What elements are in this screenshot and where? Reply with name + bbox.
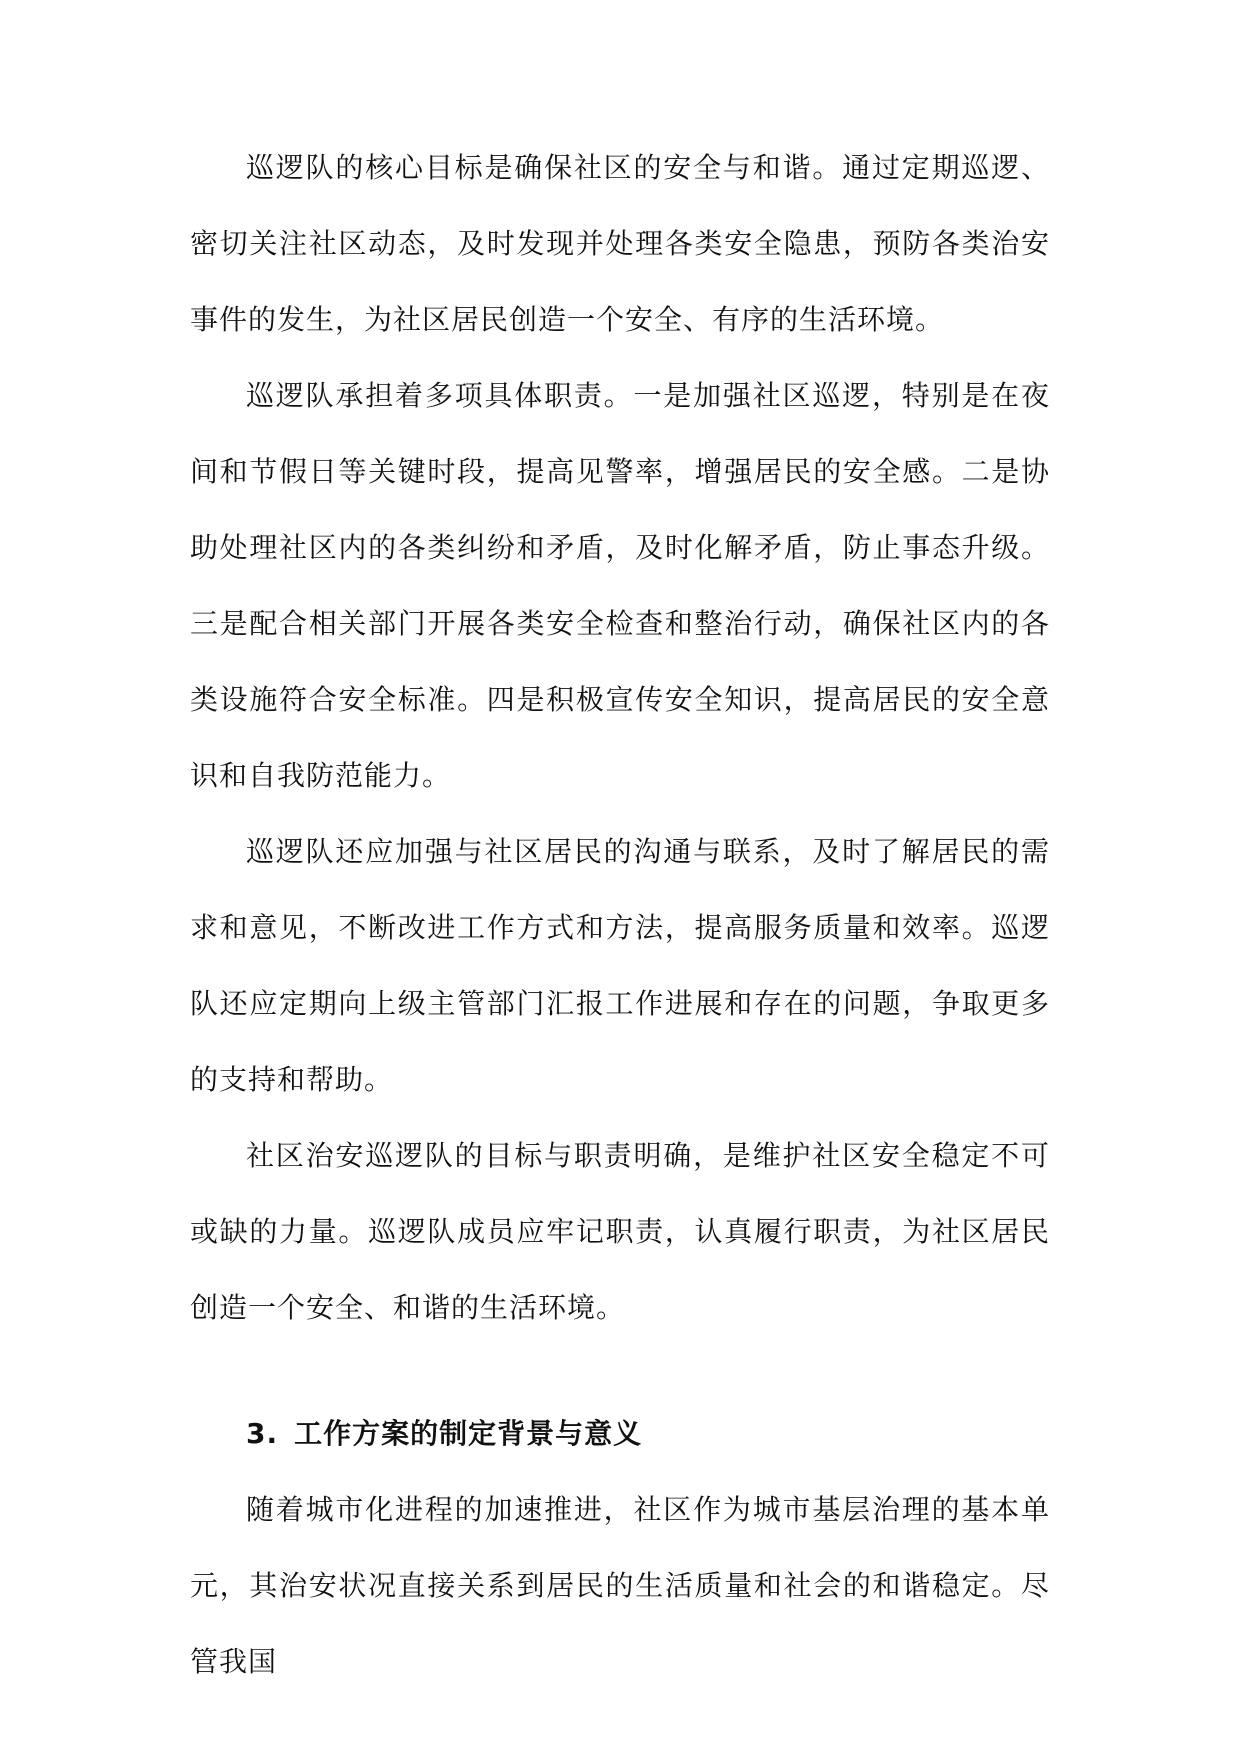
paragraph-background: 随着城市化进程的加速推进，社区作为城市基层治理的基本单元，其治安状况直接关系到居民的生活质量和社会的和谐稳定。尽管我国 — [190, 1493, 1050, 1678]
document-page — [190, 130, 1050, 1700]
section-number: 3. — [246, 1417, 279, 1450]
paragraph-patrol-duties: 巡逻队承担着多项具体职责。一是加强社区巡逻，特别是在夜间和节假日等关键时段，提高见警率，增强居民的安全感。二是协助处理社区内的各类纠纷和矛盾，及时化解矛盾，防止事态升级。三是配合相关部门开展各类安全检查和整治行动，确保社区内的各类设施符合安全标准。四是积极宣传安全知识，提高居民的安全意识和自我防范能力。 — [190, 379, 1050, 792]
paragraph-patrol-goal: 巡逻队的核心目标是确保社区的安全与和谐。通过定期巡逻、密切关注社区动态，及时发现并处理各类安全隐患，预防各类治安事件的发生，为社区居民创造一个安全、有序的生活环境。 — [190, 151, 1050, 336]
section-title: 工作方案的制定背景与意义 — [294, 1417, 643, 1450]
section-heading — [190, 1396, 1050, 1472]
paragraph-patrol-summary: 社区治安巡逻队的目标与职责明确，是维护社区安全稳定不可或缺的力量。巡逻队成员应牢记职责，认真履行职责，为社区居民创造一个安全、和谐的生活环境。 — [190, 1139, 1050, 1324]
paragraph-patrol-communication: 巡逻队还应加强与社区居民的沟通与联系，及时了解居民的需求和意见，不断改进工作方式和方法，提高服务质量和效率。巡逻队还应定期向上级主管部门汇报工作进展和存在的问题，争取更多的支持和帮助。 — [190, 835, 1050, 1096]
